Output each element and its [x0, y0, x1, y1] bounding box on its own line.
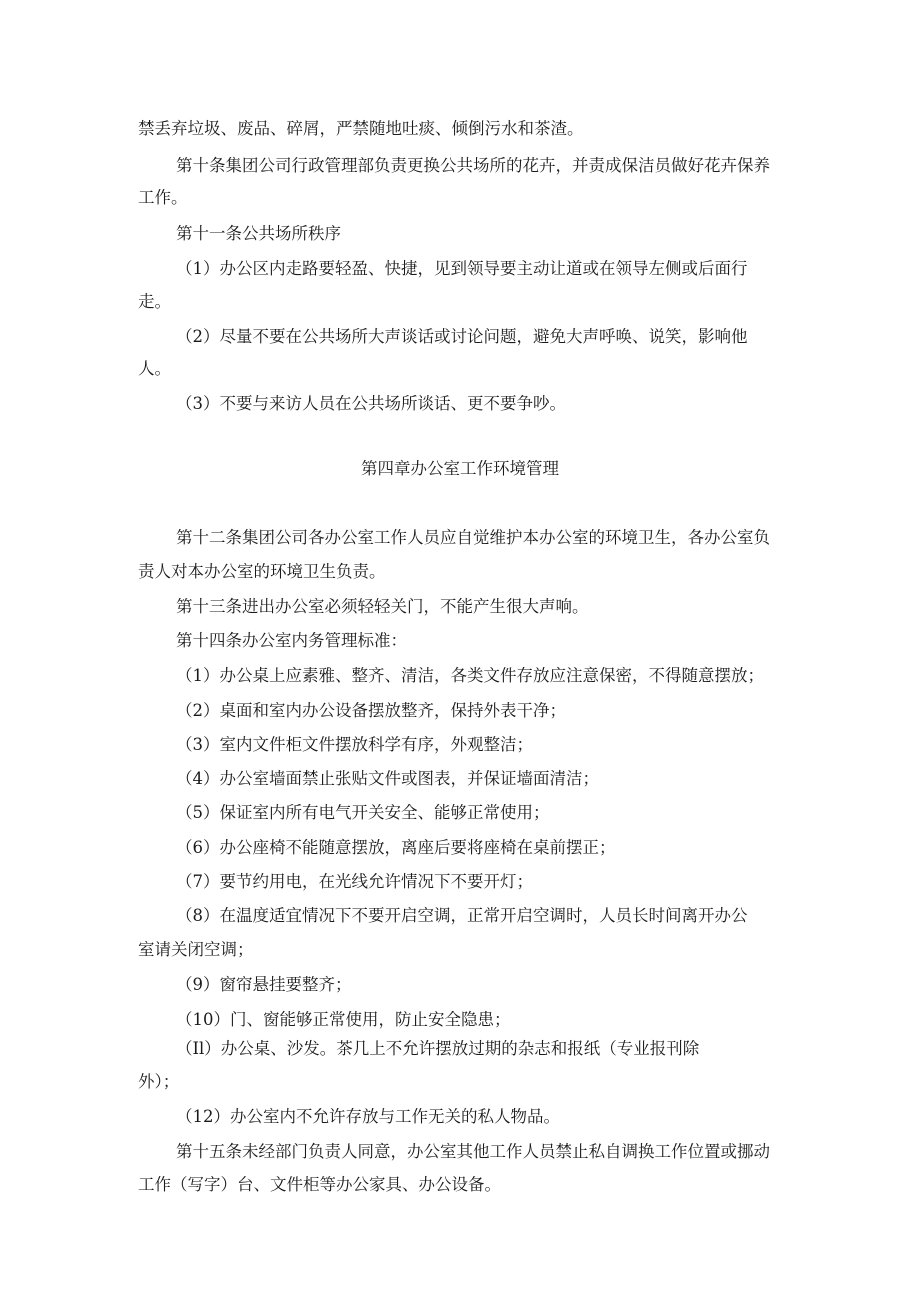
article-14-item-9: （9）窗帘悬挂要整齐；	[176, 975, 352, 994]
article-11-item-2-line-2: 人。	[138, 359, 171, 378]
article-15-line-2: 工作（写字）台、文件柜等办公家具、办公设备。	[138, 1175, 501, 1194]
article-14-item-2: （2）桌面和室内办公设备摆放整齐，保持外表干净；	[176, 701, 566, 720]
article-14-item-11-line-2: 外）；	[138, 1072, 180, 1091]
article-14-item-11-line-1: （Il）办公桌、沙发。茶几上不允许摆放过期的杂志和报纸（专业报刊除	[176, 1039, 700, 1058]
article-14-item-10: （10）门、窗能够正常使用，防止安全隐患；	[176, 1010, 511, 1029]
article-10-line-2: 工作。	[138, 188, 188, 207]
article-14-item-3: （3）室内文件柜文件摆放科学有序，外观整洁；	[176, 735, 533, 754]
article-11-item-3: （3）不要与来访人员在公共场所谈话、更不要争吵。	[176, 394, 566, 413]
chapter-4-title: 第四章办公室工作环境管理	[361, 459, 559, 478]
article-11-item-1-line-1: （1）办公区内走路要轻盈、快捷，见到领导要主动让道或在领导左侧或后面行	[176, 259, 748, 278]
article-11-item-2-line-1: （2）尽量不要在公共场所大声谈话或讨论问题，避免大声呼唤、说笑，影响他	[176, 327, 748, 346]
article-10-line-1: 第十条集团公司行政管理部负责更换公共场所的花卉，并责成保洁员做好花卉保养	[176, 156, 770, 175]
article-14-item-6: （6）办公座椅不能随意摆放，离座后要将座椅在桌前摆正；	[176, 838, 616, 857]
article-13: 第十三条进出办公室必须轻轻关门，不能产生很大声响。	[176, 597, 589, 616]
article-14-item-1: （1）办公桌上应素雅、整齐、清洁，各类文件存放应注意保密，不得随意摆放；	[176, 666, 764, 685]
article-14-heading: 第十四条办公室内务管理标准：	[176, 631, 407, 650]
article-14-item-7: （7）要节约用电，在光线允许情况下不要开灯；	[176, 872, 533, 891]
article-12-line-1: 第十二条集团公司各办公室工作人员应自觉维护本办公室的环境卫生，各办公室负	[176, 528, 770, 547]
article-14-item-5: （5）保证室内所有电气开关安全、能够正常使用；	[176, 803, 550, 822]
article-14-item-8-line-2: 室请关闭空调；	[138, 940, 254, 959]
article-14-item-4: （4）办公室墙面禁止张贴文件或图表，并保证墙面清洁；	[176, 769, 599, 788]
article-15-line-1: 第十五条未经部门负责人同意，办公室其他工作人员禁止私自调换工作位置或挪动	[176, 1142, 770, 1161]
article-11-item-1-line-2: 走。	[138, 292, 171, 311]
article-12-line-2: 责人对本办公室的环境卫生负责。	[138, 562, 386, 581]
article-14-item-12: （12）办公室内不允许存放与工作无关的私人物品。	[176, 1107, 560, 1126]
article-14-item-8-line-1: （8）在温度适宜情况下不要开启空调，正常开启空调时，人员长时间离开办公	[176, 906, 748, 925]
paragraph-continuation: 禁丢弃垃圾、废品、碎屑，严禁随地吐痰、倾倒污水和茶渣。	[138, 119, 584, 138]
article-11-heading: 第十一条公共场所秩序	[176, 224, 341, 243]
